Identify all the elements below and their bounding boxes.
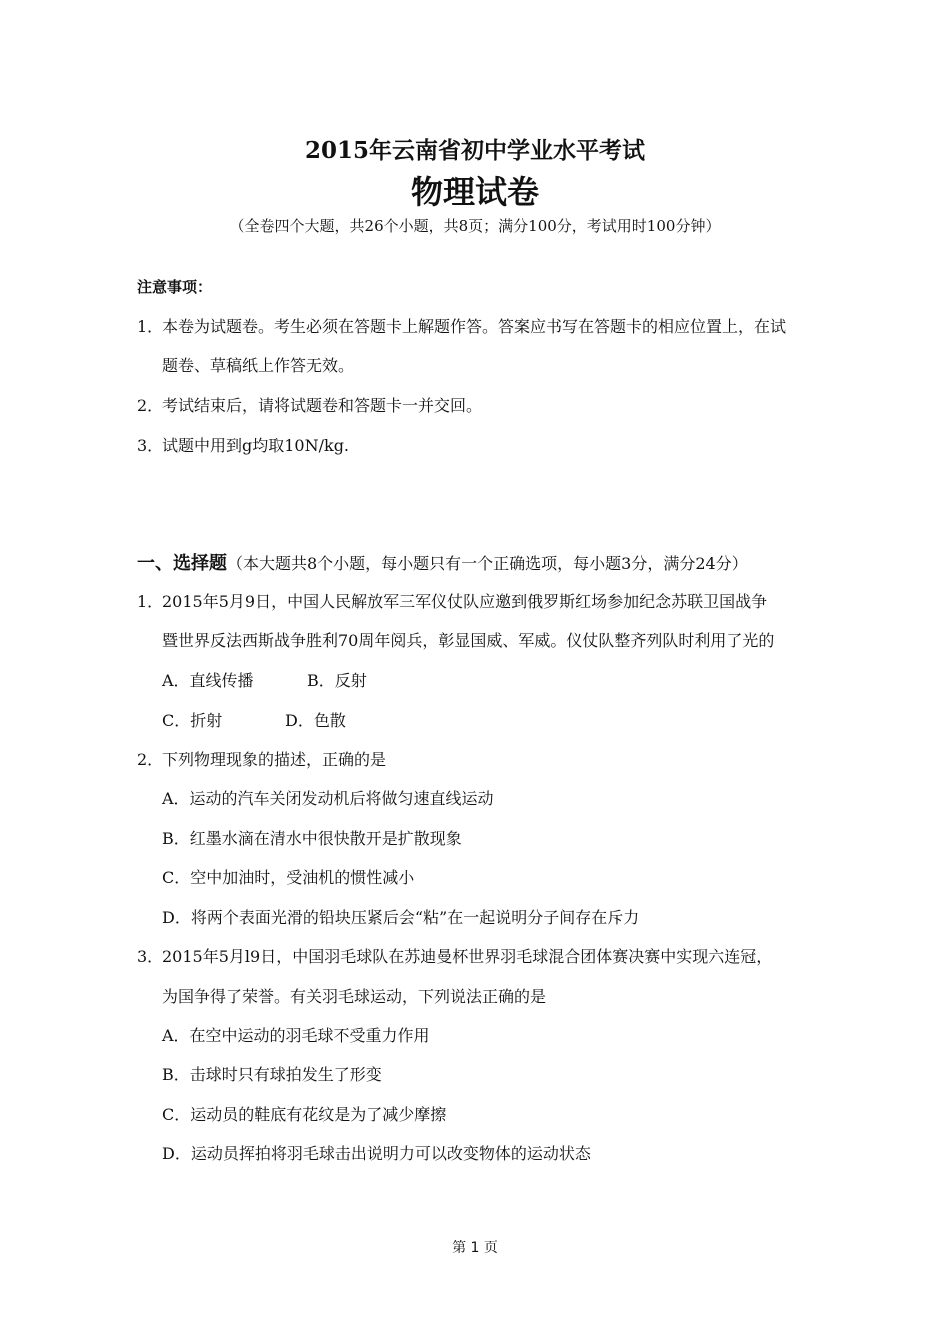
option-c: C．运动员的鞋底有花纹是为了减少摩擦: [162, 1105, 447, 1124]
option-b: B．击球时只有球拍发生了形变: [162, 1065, 382, 1084]
notice-item-number: 1．: [137, 317, 164, 336]
question-2: [137, 747, 386, 770]
question-3: [137, 944, 772, 967]
page-number: 第 1 页: [452, 1240, 498, 1256]
section-note: （本大题共8个小题，每小题只有一个正确选项，每小题3分，满分24分）: [227, 554, 748, 573]
notice-item-3: [137, 433, 349, 456]
option-c: C．折射: [162, 711, 223, 730]
question-text: 下列物理现象的描述，正确的是: [162, 750, 387, 769]
section-heading: [137, 549, 748, 575]
question-1: [137, 589, 767, 612]
notice-item-1: [137, 314, 786, 337]
option-a: A．直线传播: [162, 671, 254, 690]
exam-info: （全卷四个大题，共26个小题，共8页；满分100分，考试用时100分钟）: [229, 217, 721, 235]
notice-item-2: [137, 393, 482, 416]
question-number: 2．: [137, 750, 164, 769]
notice-item-1-cont: 题卷、草稿纸上作答无效。: [162, 356, 355, 375]
notice-item-text: 考试结束后，请将试题卷和答题卡一并交回。: [162, 396, 483, 415]
question-3-cont: 为国争得了荣誉。有关羽毛球运动，下列说法正确的是: [162, 987, 547, 1006]
subject-title: 物理试卷: [410, 173, 539, 211]
question-number: 1．: [137, 592, 164, 611]
notice-item-number: 3．: [137, 436, 164, 455]
option-a: A．运动的汽车关闭发动机后将做匀速直线运动: [162, 789, 494, 808]
option-a: A．在空中运动的羽毛球不受重力作用: [162, 1026, 430, 1045]
option-c: C．空中加油时，受油机的惯性减小: [162, 868, 415, 887]
option-d: D．将两个表面光滑的铅块压紧后会“粘”在一起说明分子间存在斥力: [162, 908, 640, 927]
question-text: 2015年5月l9日，中国羽毛球队在苏迪曼杯世界羽毛球混合团体赛决赛中实现六连冠，: [162, 947, 773, 966]
question-number: 3．: [137, 947, 164, 966]
notice-heading: 注意事项：: [137, 278, 213, 296]
question-text: 2015年5月9日，中国人民解放军三军仪仗队应邀到俄罗斯红场参加纪念苏联卫国战争: [162, 592, 768, 611]
exam-title: 2015年云南省初中学业水平考试: [304, 137, 645, 164]
option-d: D．色散: [285, 711, 346, 730]
notice-item-number: 2．: [137, 396, 164, 415]
question-1-cont: 暨世界反法西斯战争胜利70周年阅兵，彰显国威、军威。仪仗队整齐列队时利用了光的: [162, 631, 775, 650]
notice-item-text: 本卷为试题卷。考生必须在答题卡上解题作答。答案应书写在答题卡的相应位置上，在试: [162, 317, 787, 336]
section-title: 一、选择题: [137, 553, 227, 574]
option-b: B．红墨水滴在清水中很快散开是扩散现象: [162, 829, 462, 848]
option-d: D．运动员挥拍将羽毛球击出说明力可以改变物体的运动状态: [162, 1144, 591, 1163]
option-b: B．反射: [307, 671, 367, 690]
notice-item-text: 试题中用到g均取10N/kg.: [162, 436, 350, 455]
